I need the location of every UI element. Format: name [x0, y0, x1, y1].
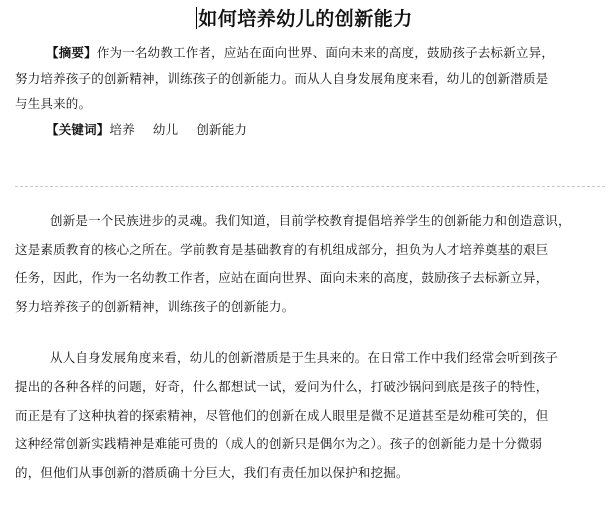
keyword: 幼儿 — [152, 121, 179, 137]
paragraph-line: 而正是有了这种执着的探索精神，尽管他们的创新在成人眼里是微不足道甚至是幼稚可笑的，但 — [15, 407, 549, 423]
section-divider — [15, 186, 605, 187]
abstract-section — [15, 40, 605, 142]
keyword: 培养 — [109, 121, 135, 137]
abstract-line: 努力培养孩子的创新精神，训练孩子的创新能力。而从人自身发展角度来看，幼儿的创新潜质是 — [15, 70, 549, 86]
paragraph-line: 的，但他们从事创新的潜质确十分巨大，我们有责任加以保护和挖掘。 — [15, 465, 409, 481]
paragraph-line: 提出的各种各样的问题，好奇，什么都想试一试，爱问为什么，打破沙锅问到底是孩子的特性， — [15, 378, 549, 394]
paragraph-line: 努力培养孩子的创新精神，训练孩子的创新能力。 — [15, 298, 295, 314]
abstract-label: 【摘要】 — [46, 45, 97, 60]
keywords-label: 【关键词】 — [46, 121, 110, 137]
paragraph-line: 这是素质教育的核心之所在。学前教育是基础教育的有机组成部分，担负为人才培养奠基的艰巨 — [15, 241, 549, 257]
document-title — [0, 6, 609, 32]
paragraph-line: 创新是一个民族进步的灵魂。我们知道，目前学校教育提倡培养学生的创新能力和创造意识， — [50, 213, 571, 228]
paragraph-line: 从人自身发展角度来看，幼儿的创新潜质是于生具来的。在日常工作中我们经常会听到孩子 — [50, 350, 559, 365]
abstract-line: 与生具来的。 — [15, 96, 92, 111]
document-title-text: 如何培养幼儿的创新能力 — [198, 8, 413, 30]
paragraph-line: 任务，因此，作为一名幼教工作者，应站在面向世界、面向未来的高度，鼓励孩子去标新立异， — [15, 270, 549, 285]
keyword: 创新能力 — [196, 121, 248, 137]
body-paragraph-2 — [15, 344, 605, 488]
paragraph-line: 这种经常创新实践精神是难能可贵的（成人的创新只是偶尔为之）。孩子的创新能力是十分微弱 — [15, 436, 543, 452]
body-paragraph-1 — [15, 207, 605, 321]
abstract-line: 【摘要】作为一名幼教工作者，应站在面向世界、面向未来的高度，鼓励孩子去标新立异， — [46, 45, 555, 60]
keywords-line — [15, 117, 605, 143]
